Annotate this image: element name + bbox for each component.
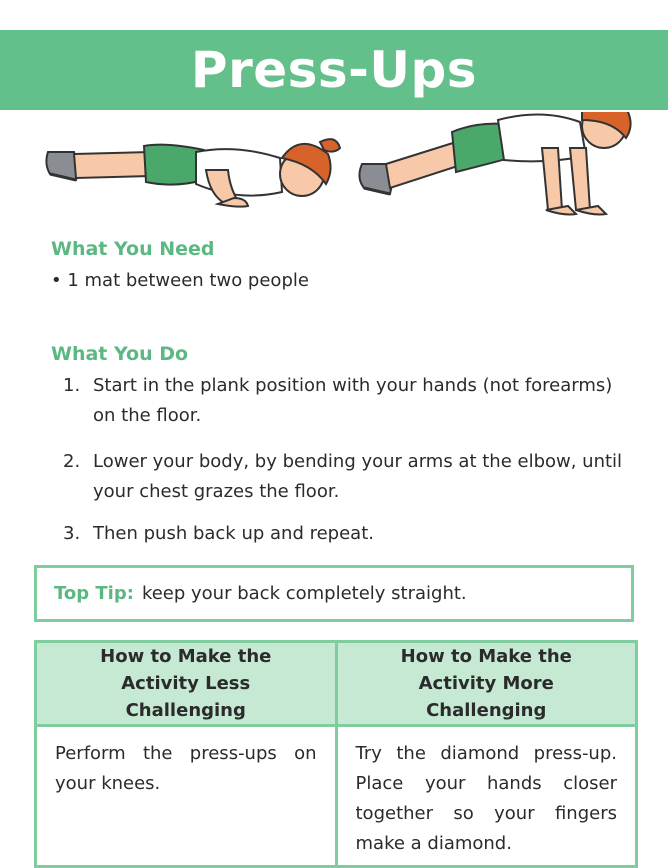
steps-list — [51, 371, 631, 549]
step-text: Start in the plank position with your hands (not forearms) on the floor. — [93, 375, 613, 426]
what-you-need-heading: What You Need — [51, 238, 215, 260]
press-up-up-position-illustration — [359, 112, 630, 215]
what-you-do-heading: What You Do — [51, 343, 189, 365]
step-item — [51, 519, 631, 549]
step-item — [51, 447, 631, 507]
step-number: 2. — [63, 451, 81, 472]
table-row — [36, 726, 637, 867]
press-up-illustrations — [0, 112, 668, 232]
title-banner — [0, 30, 668, 110]
challenge-table — [34, 640, 638, 868]
what-you-need-item: • 1 mat between two people — [51, 270, 309, 291]
less-challenging-cell: Perform the press-ups on your knees. — [36, 726, 337, 867]
table-header-row — [36, 642, 637, 726]
more-challenging-cell: Try the diamond press-up. Place your hands closer together so your fingers make a diamond. — [336, 726, 637, 867]
more-challenging-header: How to Make the Activity More Challenging — [336, 642, 637, 726]
step-text: Lower your body, by bending your arms at the elbow, until your chest grazes the floor. — [93, 451, 623, 502]
step-item — [51, 371, 631, 431]
step-number: 3. — [63, 523, 81, 544]
top-tip-box — [34, 565, 634, 622]
press-up-down-position-illustration — [46, 139, 340, 207]
page-title: Press-Ups — [190, 41, 478, 99]
less-challenging-header: How to Make the Activity Less Challenging — [36, 642, 337, 726]
step-text: Then push back up and repeat. — [93, 523, 374, 544]
top-tip-text: keep your back completely straight. — [141, 583, 467, 604]
step-number: 1. — [63, 375, 81, 396]
top-tip-label: Top Tip: — [54, 583, 134, 604]
